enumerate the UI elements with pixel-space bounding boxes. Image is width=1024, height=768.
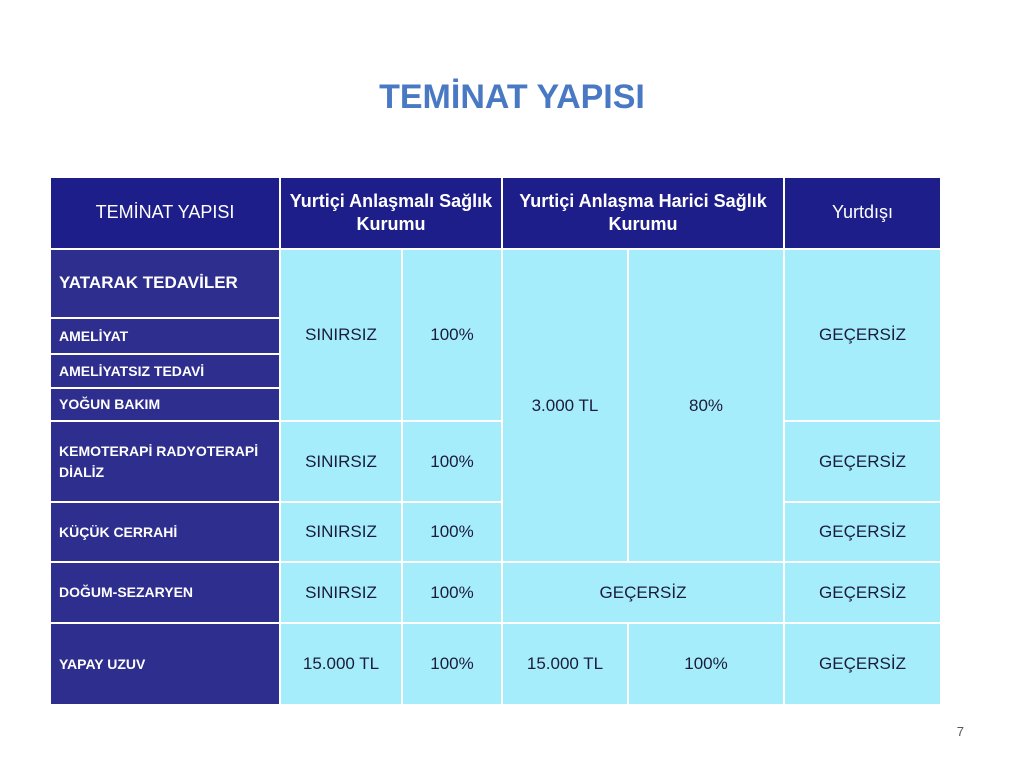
header-coverage: TEMİNAT YAPISI [51, 178, 279, 248]
prosthesis-abroad-cell: GEÇERSİZ [785, 624, 940, 704]
birth-pct-cell: 100% [403, 563, 501, 622]
row-label-inpatient: YATARAK TEDAVİLER [51, 250, 279, 317]
row-label-prosthesis: YAPAY UZUV [51, 624, 279, 704]
chemo-limit-cell: SINIRSIZ [281, 422, 401, 501]
birth-limit-cell: SINIRSIZ [281, 563, 401, 622]
chemo-pct-cell: 100% [403, 422, 501, 501]
row-label-chemo: KEMOTERAPİ RADYOTERAPİ DİALİZ [51, 422, 279, 501]
page-number: 7 [956, 724, 964, 739]
row-label-birth: DOĞUM-SEZARYEN [51, 563, 279, 622]
coverage-table [51, 178, 932, 688]
prosthesis-limit-cell: 15.000 TL [281, 624, 401, 704]
inpatient-pct-cell: 100% [403, 250, 501, 420]
prosthesis-nc-limit-cell: 15.000 TL [503, 624, 627, 704]
prosthesis-pct-cell: 100% [403, 624, 501, 704]
inpatient-abroad-cell: GEÇERSİZ [785, 250, 940, 420]
row-label-non-surgical: AMELİYATSIZ TEDAVİ [51, 355, 279, 387]
chemo-abroad-cell: GEÇERSİZ [785, 422, 940, 501]
row-label-intensive-care: YOĞUN BAKIM [51, 389, 279, 420]
birth-abroad-cell: GEÇERSİZ [785, 563, 940, 622]
row-label-minor-surgery: KÜÇÜK CERRAHİ [51, 503, 279, 561]
row-label-surgery: AMELİYAT [51, 319, 279, 353]
noncontract-pct-cell: 80% [629, 250, 783, 561]
header-domestic-non-contracted: Yurtiçi Anlaşma Harici Sağlık Kurumu [503, 178, 783, 248]
minor-limit-cell: SINIRSIZ [281, 503, 401, 561]
prosthesis-nc-pct-cell: 100% [629, 624, 783, 704]
minor-pct-cell: 100% [403, 503, 501, 561]
header-abroad: Yurtdışı [785, 178, 940, 248]
inpatient-limit-cell: SINIRSIZ [281, 250, 401, 420]
minor-abroad-cell: GEÇERSİZ [785, 503, 940, 561]
header-domestic-contracted: Yurtiçi Anlaşmalı Sağlık Kurumu [281, 178, 501, 248]
slide-title: TEMİNAT YAPISI [379, 78, 645, 116]
noncontract-limit-cell: 3.000 TL [503, 250, 627, 561]
birth-noncontract-cell: GEÇERSİZ [503, 563, 783, 622]
